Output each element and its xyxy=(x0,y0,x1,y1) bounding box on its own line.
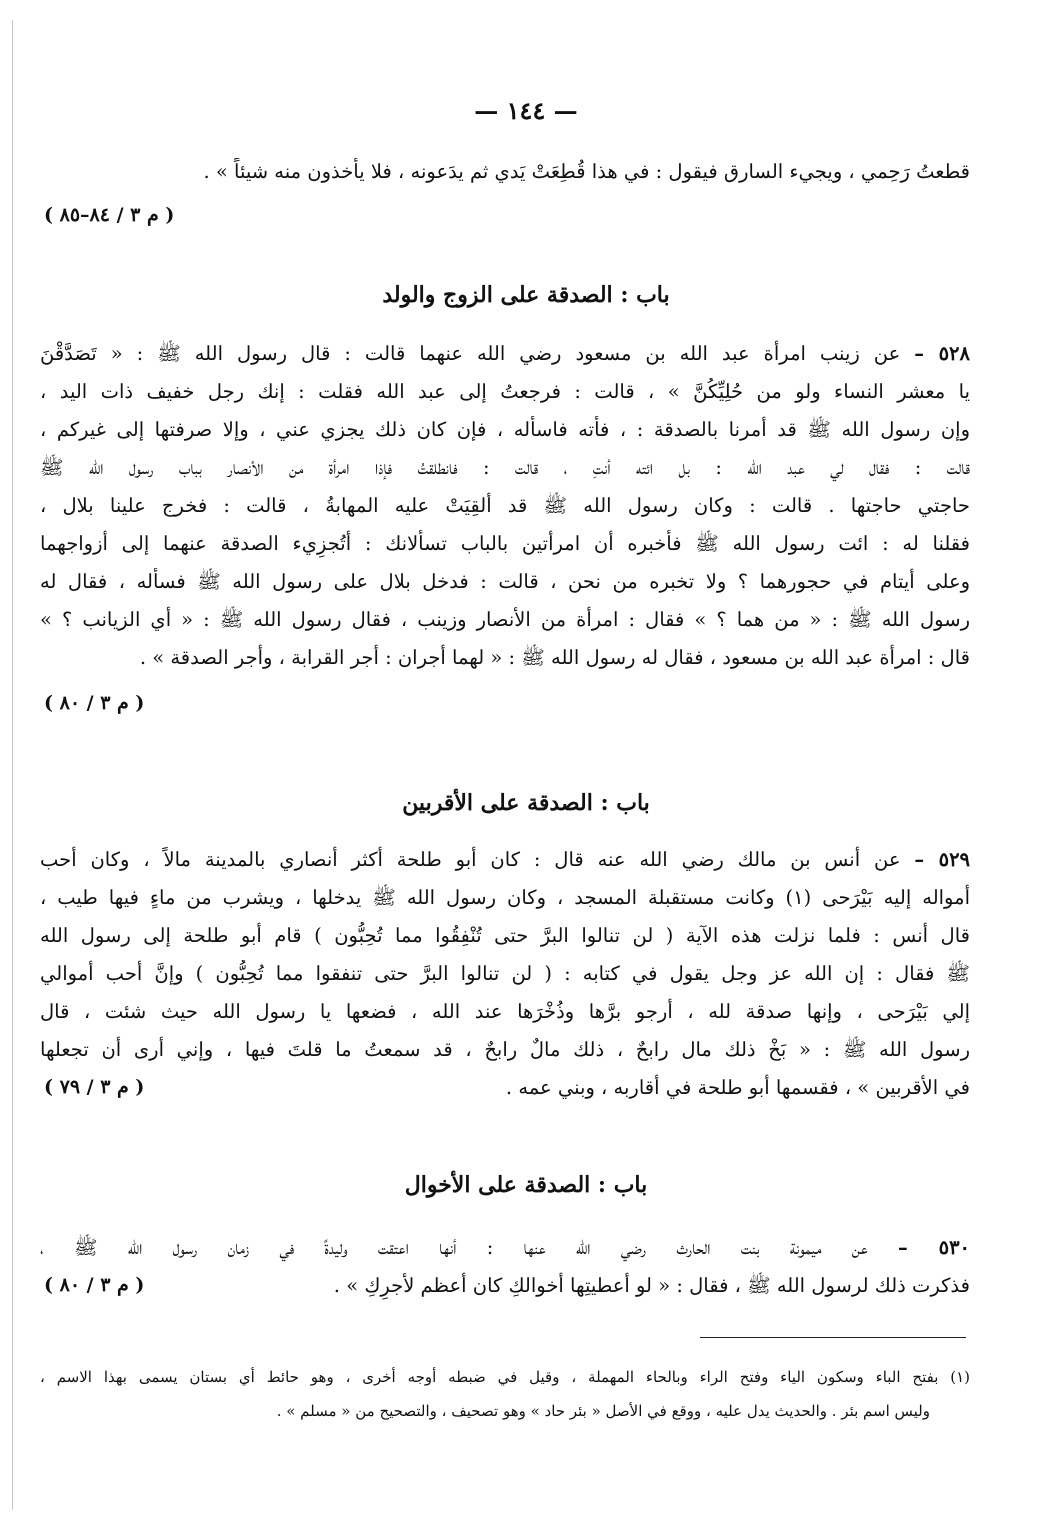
hadith-528-line-7: وعلى أيتام في حجورهما ؟ ولا تخبره من نحن ، قالت : فدخل بلال على رسول الله ﷺ فسأله ، فقال له xyxy=(40,570,970,593)
hadith-529-line-1: ٥٢٩ – عن أنس بن مالك رضي الله عنه قال : كان أبو طلحة أكثر أنصاري بالمدينة مالاً ، وكان أحب xyxy=(40,848,970,871)
source-reference: ( م ٣ / ٨٤–٨٥ ) xyxy=(44,204,175,226)
hadith-number: ٥٢٨ – xyxy=(914,342,970,365)
hadith-528-line-2: يا معشر النساء ولو من حُلِيِّكُنَّ » ، قالت : فرجعتُ إلى عبد الله فقلت : إنك رجل خفيف ذات اليد ، xyxy=(40,380,970,403)
footnote-separator xyxy=(700,1337,966,1338)
hadith-530-line-1: ٥٣٠ – عن ميمونة بنت الحارث رضي الله عنها : أنها اعتقت وليدةً في زمان رسول الله ﷺ ، xyxy=(40,1236,970,1259)
hadith-528-line-3: وإن رسول الله ﷺ قد أمرنا بالصدقة : ، فأته فاسأله ، فإن كان ذلك يجزي عني ، وإلا صرفتها إلى غيركم ، xyxy=(40,418,970,441)
hadith-530-line-2: فذكرت ذلك لرسول الله ﷺ ، فقال : « لو أعطيتِها أخوالكِ كان أعظم لأجرِكِ » . xyxy=(333,1274,970,1297)
hadith-529-line-3: قال أنس : فلما نزلت هذه الآية ( لن تنالوا البرَّ حتى تُنْفِقُوا مما تُحِبُّون ) قام أبو طلحة إلى رسول الله xyxy=(40,924,970,947)
source-reference: ( م ٣ / ٨٠ ) xyxy=(44,692,145,714)
margin-line xyxy=(12,20,13,1510)
hadith-529-line-7: في الأقربين » ، فقسمها أبو طلحة في أقاربه ، وبني عمه . xyxy=(505,1076,970,1099)
hadith-529-line-4: ﷺ فقال : إن الله عز وجل يقول في كتابه : ( لن تنالوا البرَّ حتى تنفقوا مما تُحِبُّون ) وإنَّ أحب أموالي xyxy=(40,962,970,985)
chapter-heading: باب : الصدقة على الزوج والولد xyxy=(382,282,670,308)
hadith-528-line-8: رسول الله ﷺ : « من هما ؟ » فقال : امرأة من الأنصار وزينب ، فقال رسول الله ﷺ : « أي الزيانب ؟ » xyxy=(40,608,970,631)
source-reference: ( م ٣ / ٧٩ ) xyxy=(44,1076,145,1098)
hadith-528-line-9: قال : امرأة عبد الله بن مسعود ، فقال له رسول الله ﷺ : « لهما أجران : أجر القرابة ، وأجر الصدقة » . xyxy=(139,646,970,669)
footnote-line-1: (١) بفتح الباء وسكون الياء وفتح الراء وبالحاء المهملة ، وقيل في ضبطه أوجه أخرى ، وهو حائط أي بستان يسمى بهذا الاسم ، xyxy=(40,1368,970,1386)
hadith-529-line-5: إلي بَيْرَحى ، وإنها صدقة لله ، أرجو برَّها وذُخْرَها عند الله ، فضعها يا رسول الله حيث شئت ، قال xyxy=(40,1000,970,1023)
chapter-heading: باب : الصدقة على الأقربين xyxy=(402,790,650,816)
source-reference: ( م ٣ / ٨٠ ) xyxy=(44,1274,145,1296)
hadith-528-line-6: فقلنا له : ائت رسول الله ﷺ فأخبره أن امرأتين بالباب تسألانك : أتُجزِيء الصدقة عنهما إلى أزواجهما xyxy=(40,532,970,555)
hadith-number: ٥٣٠ – xyxy=(897,1236,970,1259)
hadith-528-line-5: حاجتي حاجتها . قالت : وكان رسول الله ﷺ قد أُلقِيَتْ عليه المهابةُ ، قالت : فخرج علينا بلال ، xyxy=(40,494,970,517)
hadith-529-line-6: رسول الله ﷺ : « بَخْ ذلك مال رابحٌ ، ذلك مالٌ رابحٌ ، قد سمعتُ ما قلتَ فيها ، وإني أرى أن تجعلها xyxy=(40,1038,970,1061)
hadith-number: ٥٢٩ – xyxy=(914,848,970,871)
hadith-528-line-1: ٥٢٨ – عن زينب امرأة عبد الله بن مسعود رضي الله عنهما قالت : قال رسول الله ﷺ : « تَصَدَّقْنَ xyxy=(40,342,970,365)
continuation-line: قطعتُ رَحِمي ، ويجيء السارق فيقول : في هذا قُطِعَتْ يَدي ثم يدَعونه ، فلا يأخذون منه شيئاً » . xyxy=(203,160,970,183)
hadith-529-line-2: أمواله إليه بَيْرَحى (١) وكانت مستقبلة المسجد ، وكان رسول الله ﷺ يدخلها ، ويشرب من ماءٍ فيها طيب ، xyxy=(40,886,970,909)
hadith-528-line-4: قالت : فقال لي عبد الله : بل ائته أنتِ ، قالت : فانطلقتُ فإذا امرأة من الأنصار بباب رسول الله ﷺ xyxy=(40,456,970,479)
page-number: — ١٤٤ — xyxy=(474,96,578,125)
chapter-heading: باب : الصدقة على الأخوال xyxy=(404,1172,648,1198)
footnote-line-2: وليس اسم بئر . والحديث يدل عليه ، ووقع في الأصل « بئر حاد » وهو تصحيف ، والتصحيح من « مسلم » . xyxy=(276,1402,930,1420)
